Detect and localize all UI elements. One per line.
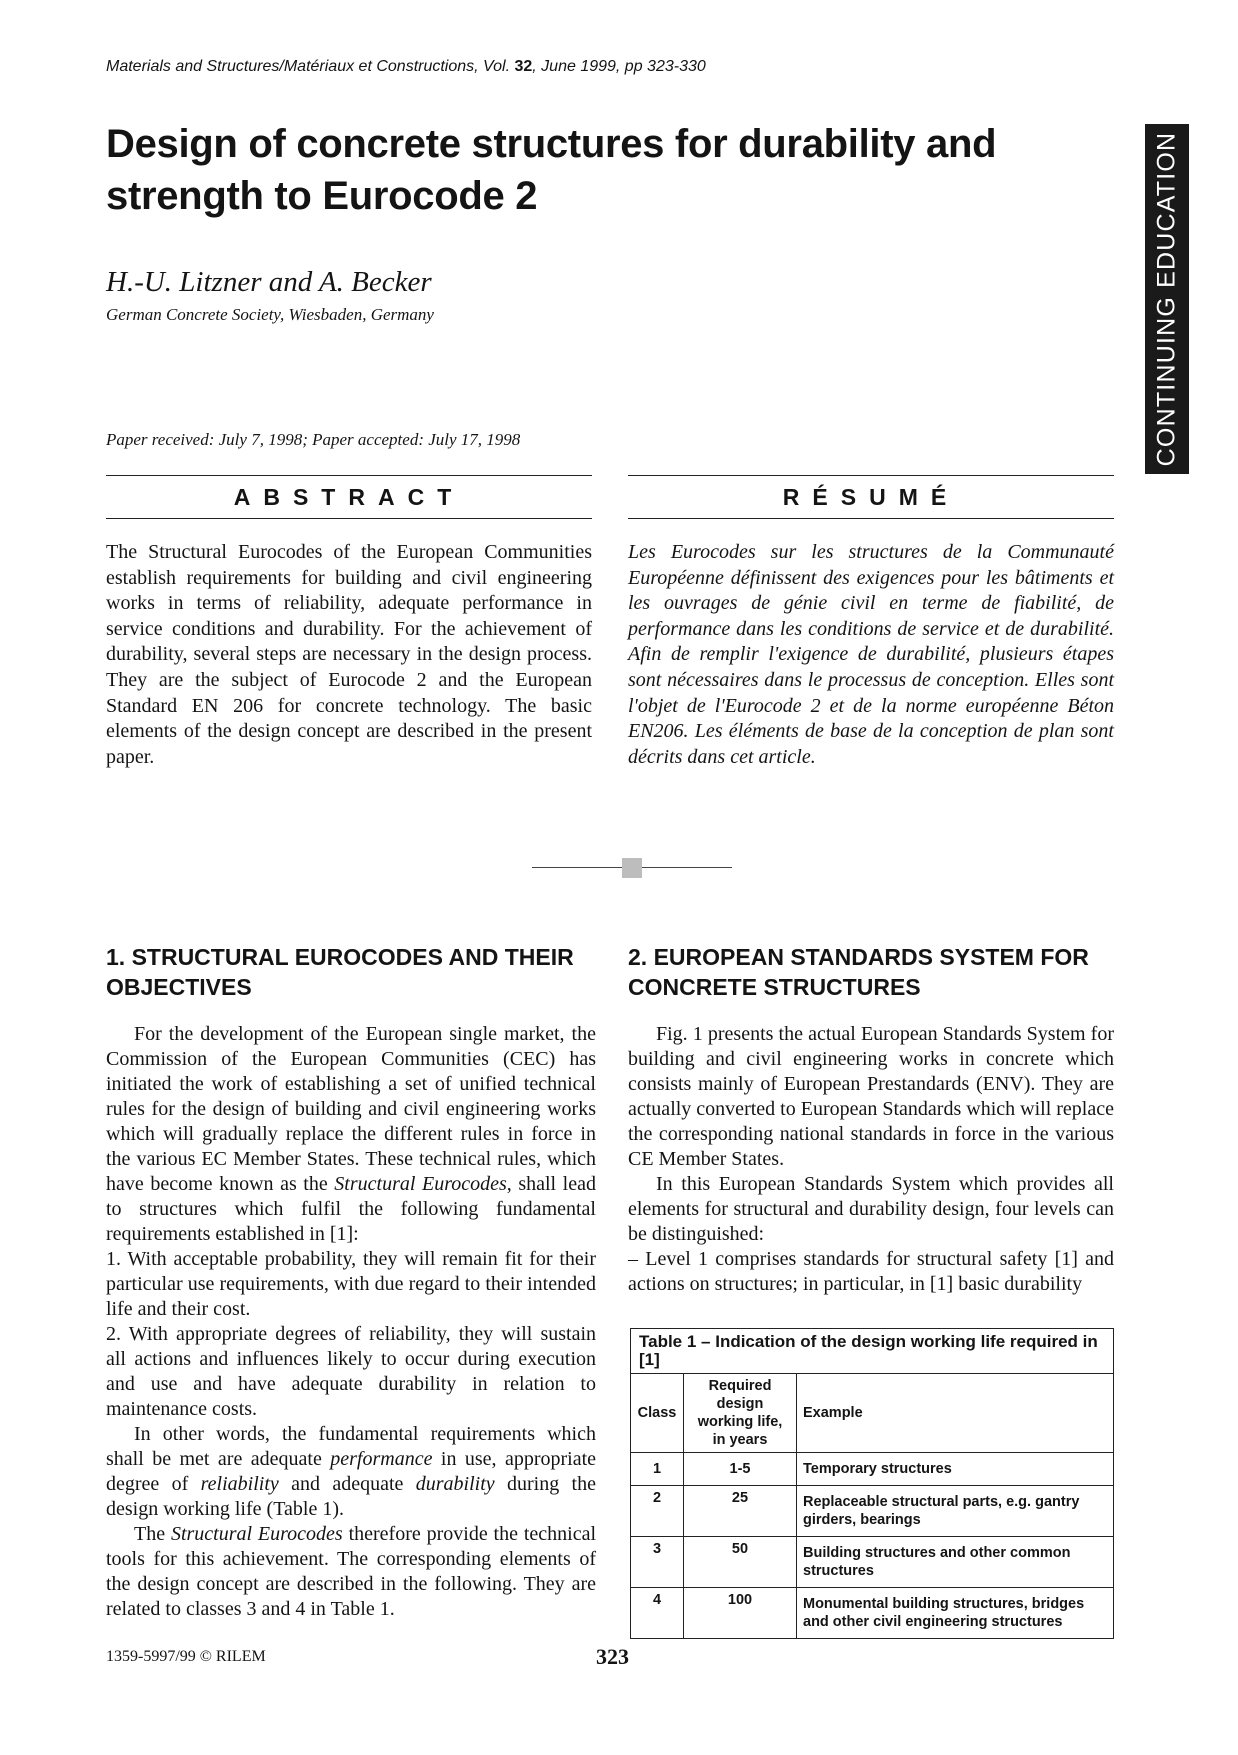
- table-caption: Table 1 – Indication of the design working life required in [1]: [631, 1329, 1114, 1374]
- table-cell: 2: [631, 1486, 684, 1537]
- s1-paragraph-2: In other words, the fundamental requirements which shall be met are adequate performance in use, appropriate degree of reliability and adequate durability during the design working life (Table 1).: [106, 1423, 597, 1520]
- table-header-row: [631, 1374, 1114, 1453]
- table-row: [631, 1453, 1114, 1486]
- article-title: Design of concrete structures for durability and strength to Eurocode 2: [106, 122, 997, 218]
- s2-paragraph-3: – Level 1 comprises standards for structural safety [1] and actions on structures; in particular, in [1] basic durability: [628, 1248, 1114, 1295]
- section-divider: [532, 858, 732, 878]
- section-1-body: [106, 1022, 596, 1622]
- table-header-cell: Example: [797, 1374, 1114, 1453]
- abstract-heading: ABSTRACT: [106, 475, 592, 519]
- table-cell: 50: [684, 1537, 797, 1588]
- table-cell: 1: [631, 1453, 684, 1486]
- table-cell: Building structures and other common structures: [797, 1537, 1114, 1588]
- s1-item-2: 2. With appropriate degrees of reliability, they will sustain all actions and influences likely to occur during execution and use and have adequate durability in relation to maintenance costs.: [106, 1323, 596, 1420]
- paper-dates: Paper received: July 7, 1998; Paper accepted: July 17, 1998: [106, 430, 521, 449]
- s2-paragraph-1: Fig. 1 presents the actual European Standards System for building and civil engineering works in concrete which consists mainly of European Prestandards (ENV). They are actually converted to European Standards which will replace the corresponding national standards in force in the various CE Member States.: [628, 1023, 1114, 1170]
- section-1-heading: 1. STRUCTURAL EUROCODES AND THEIR OBJECTIVES: [106, 944, 574, 1000]
- table-cell: 1-5: [684, 1453, 797, 1486]
- table-row: [631, 1537, 1114, 1588]
- s1-paragraph-3: The Structural Eurocodes therefore provide the technical tools for this achievement. The corresponding elements of the design concept are described in the following. They are related to classes 3 and 4 in Table 1.: [106, 1523, 597, 1620]
- table-header-cell: Class: [631, 1374, 684, 1453]
- issn-copyright: 1359-5997/99 © RILEM: [106, 1648, 266, 1665]
- section-2-body: [628, 1022, 1114, 1297]
- table-cell: Replaceable structural parts, e.g. gantry girders, bearings: [797, 1486, 1114, 1537]
- affiliation: German Concrete Society, Wiesbaden, Germany: [106, 305, 434, 324]
- table-row: [631, 1486, 1114, 1537]
- table-cell: 3: [631, 1537, 684, 1588]
- resume-heading: RÉSUMÉ: [628, 475, 1114, 519]
- abstract-text: The Structural Eurocodes of the European Communities establish requirements for building and civil engineering works in terms of reliability, adequate performance in service conditions and durability. For the achievement of durability, several steps are necessary in the design process. They are the subject of Eurocode 2 and the European Standard EN 206 for concrete technology. The basic elements of the design concept are described in the present paper.: [106, 541, 592, 768]
- ornament-icon: [622, 858, 642, 878]
- table-cell: 25: [684, 1486, 797, 1537]
- table-cell: 100: [684, 1588, 797, 1639]
- authors: H.-U. Litzner and A. Becker: [106, 266, 432, 298]
- section-2-heading: 2. EUROPEAN STANDARDS SYSTEM FOR CONCRETE STRUCTURES: [628, 944, 1089, 1000]
- resume-text: Les Eurocodes sur les structures de la Communauté Européenne définissent des exigences pour les bâtiments et les ouvrages de génie civil en terme de fiabilité, de performance dans les conditions de service et de durabilité. Afin de remplir l'exigence de durabilité, plusieurs étapes sont nécessaires dans le processus de conception. Elles sont l'objet de l'Eurocode 2 et de la norme européenne Béton EN206. Les éléments de base de la conception de plan sont décrits dans cet article.: [628, 541, 1114, 768]
- s1-paragraph-1: For the development of the European single market, the Commission of the European Communities (CEC) has initiated the work of establishing a set of unified technical rules for the design of building and civil engineering works which will gradually replace the different rules in force in the various EC Member States. These technical rules, which have become known as the Structural Eurocodes, shall lead to structures which fulfil the following fundamental requirements established in [1]:: [106, 1023, 596, 1245]
- table-cell: Temporary structures: [797, 1453, 1114, 1486]
- table-cell: 4: [631, 1588, 684, 1639]
- s1-item-1: 1. With acceptable probability, they will remain fit for their particular use requirements, with due regard to their intended life and their cost.: [106, 1248, 596, 1320]
- table-1: [630, 1328, 1114, 1639]
- s2-paragraph-2: In this European Standards System which provides all elements for structural and durability design, four levels can be distinguished:: [628, 1173, 1114, 1245]
- continuing-education-tab: CONTINUING EDUCATION: [1145, 124, 1189, 474]
- table-cell: Monumental building structures, bridges and other civil engineering structures: [797, 1588, 1114, 1639]
- table-header-cell: Required design working life, in years: [684, 1374, 797, 1453]
- journal-citation: Materials and Structures/Matériaux et Constructions, Vol. 32, June 1999, pp 323-330: [106, 58, 706, 75]
- page-number: 323: [596, 1644, 629, 1669]
- table-row: [631, 1588, 1114, 1639]
